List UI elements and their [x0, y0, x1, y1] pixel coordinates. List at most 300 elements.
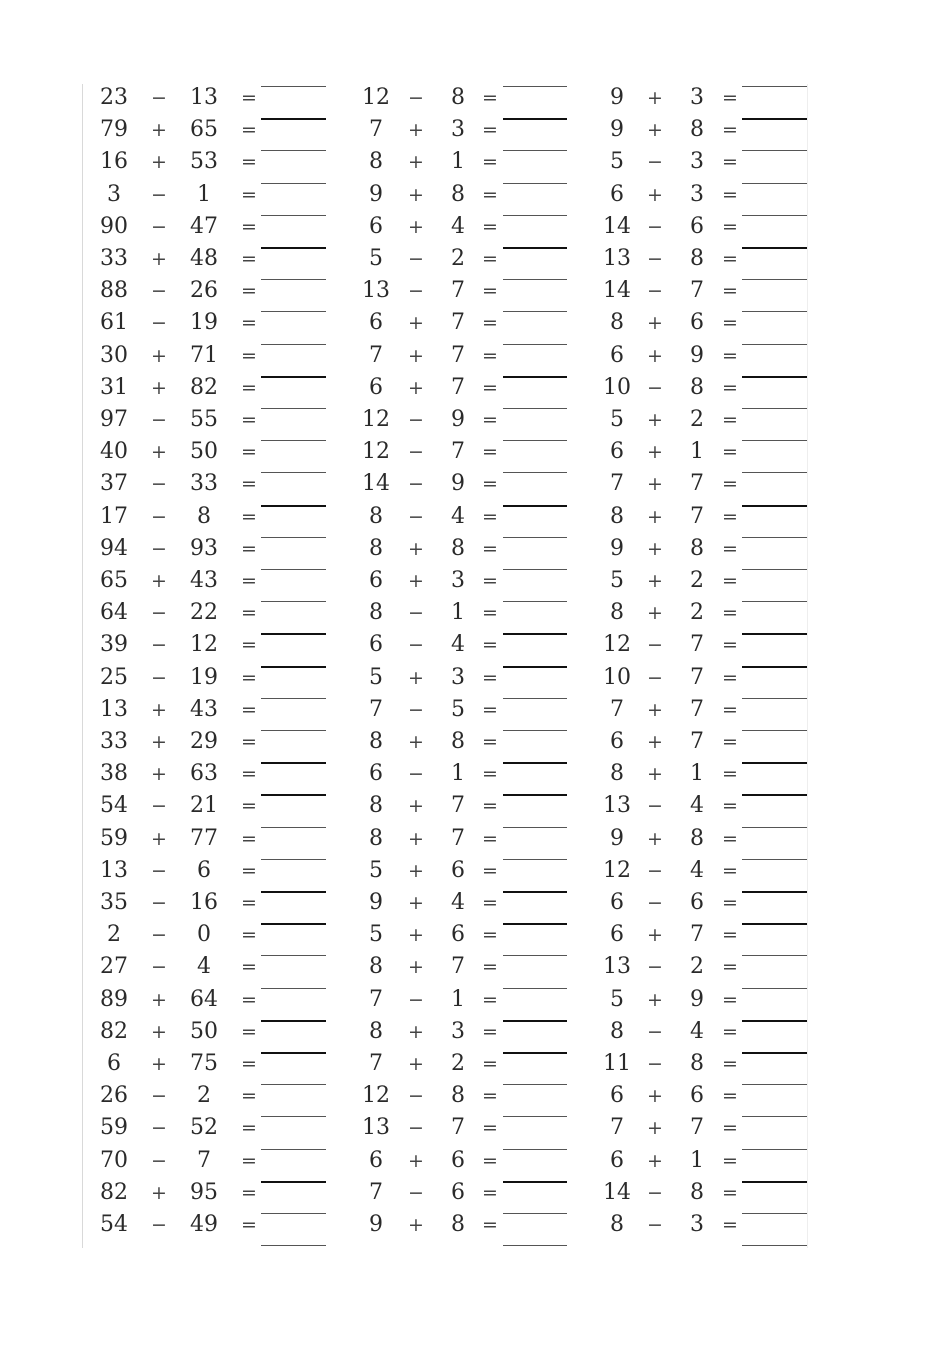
problem-row [82, 1050, 808, 1082]
answer-blank[interactable] [503, 1116, 567, 1117]
second-operand: 8 [690, 246, 704, 271]
equals-sign: = [241, 215, 257, 238]
first-operand: 27 [100, 954, 128, 980]
answer-blank[interactable] [742, 247, 807, 249]
answer-blank[interactable] [261, 215, 326, 216]
answer-blank[interactable] [742, 1020, 807, 1022]
operator: + [647, 988, 663, 1011]
operator: + [408, 924, 424, 947]
answer-blank[interactable] [503, 118, 567, 120]
answer-blank[interactable] [261, 923, 326, 925]
first-operand: 9 [369, 1212, 383, 1237]
first-operand: 82 [100, 1179, 128, 1205]
first-operand: 7 [369, 1051, 383, 1076]
equals-sign: = [241, 1020, 257, 1043]
equals-sign: = [722, 892, 738, 914]
second-operand: 43 [190, 696, 218, 722]
first-operand: 5 [369, 246, 383, 271]
second-operand: 8 [451, 1212, 465, 1237]
problem-row [82, 825, 808, 857]
operator: + [151, 570, 167, 592]
operator: + [151, 698, 167, 721]
first-operand: 8 [369, 793, 383, 819]
answer-blank[interactable] [742, 730, 807, 731]
operator: + [151, 151, 167, 174]
answer-blank[interactable] [742, 505, 807, 507]
equals-sign: = [482, 988, 498, 1011]
equals-sign: = [241, 505, 257, 528]
answer-blank[interactable] [503, 859, 567, 860]
answer-blank[interactable] [742, 1149, 807, 1150]
operator: + [408, 827, 424, 850]
answer-blank[interactable] [261, 344, 326, 345]
answer-blank[interactable] [503, 1020, 567, 1022]
second-operand: 4 [451, 503, 465, 529]
answer-blank[interactable] [503, 472, 567, 473]
second-operand: 7 [451, 793, 465, 819]
first-operand: 94 [100, 535, 128, 561]
second-operand: 50 [190, 439, 218, 465]
second-operand: 7 [451, 954, 465, 980]
equals-sign: = [241, 892, 257, 914]
equals-sign: = [482, 956, 498, 979]
operator: − [151, 634, 167, 657]
first-operand: 59 [100, 1115, 128, 1141]
answer-blank[interactable] [261, 1052, 326, 1054]
second-operand: 63 [190, 761, 218, 787]
answer-blank[interactable] [742, 1084, 807, 1085]
first-operand: 8 [369, 954, 383, 980]
answer-blank[interactable] [503, 440, 567, 441]
answer-blank[interactable] [503, 762, 567, 764]
first-operand: 33 [100, 729, 128, 754]
second-operand: 1 [451, 600, 465, 626]
first-operand: 14 [603, 1179, 631, 1205]
first-operand: 33 [100, 246, 128, 271]
operator: − [151, 892, 167, 914]
second-operand: 55 [190, 407, 218, 432]
first-operand: 26 [100, 1083, 128, 1109]
answer-blank[interactable] [742, 891, 807, 893]
answer-blank[interactable] [503, 1213, 567, 1214]
operator: − [647, 666, 663, 689]
operator: − [647, 151, 663, 174]
second-operand: 19 [190, 310, 218, 336]
first-operand: 6 [369, 632, 383, 658]
answer-blank[interactable] [261, 698, 326, 699]
answer-blank[interactable] [503, 408, 567, 409]
answer-blank[interactable] [742, 311, 807, 312]
second-operand: 7 [690, 503, 704, 529]
first-operand: 5 [610, 986, 624, 1012]
first-operand: 70 [100, 1147, 128, 1173]
operator: − [408, 473, 424, 496]
equals-sign: = [722, 698, 738, 721]
equals-sign: = [482, 795, 498, 818]
operator: − [151, 1117, 167, 1140]
operator: + [408, 1214, 424, 1236]
operator: + [408, 119, 424, 142]
answer-blank[interactable] [742, 537, 807, 538]
operator: − [408, 87, 424, 109]
first-operand: 13 [603, 246, 631, 271]
problem-row [82, 342, 808, 374]
second-operand: 3 [451, 568, 465, 593]
answer-blank[interactable] [503, 215, 567, 216]
answer-blank[interactable] [742, 1213, 807, 1214]
operator: − [151, 409, 167, 431]
first-operand: 6 [610, 729, 624, 754]
equals-sign: = [241, 1085, 257, 1108]
operator: + [151, 1053, 167, 1075]
operator: + [408, 892, 424, 914]
answer-blank[interactable] [503, 698, 567, 699]
problem-row [82, 1179, 808, 1211]
first-operand: 6 [369, 213, 383, 239]
answer-blank[interactable] [261, 827, 326, 828]
operator: + [408, 344, 424, 367]
answer-blank[interactable] [742, 794, 807, 796]
answer-blank[interactable] [503, 569, 567, 570]
answer-blank[interactable] [261, 1213, 326, 1214]
second-operand: 48 [190, 246, 218, 271]
answer-blank[interactable] [742, 762, 807, 764]
equals-sign: = [722, 215, 738, 238]
answer-blank[interactable] [503, 1181, 567, 1183]
second-operand: 1 [451, 986, 465, 1012]
equals-sign: = [482, 827, 498, 850]
first-operand: 8 [369, 729, 383, 754]
answer-blank[interactable] [261, 1020, 326, 1022]
second-operand: 52 [190, 1115, 218, 1141]
second-operand: 3 [690, 181, 704, 207]
operator: − [647, 795, 663, 818]
first-operand: 54 [100, 793, 128, 819]
second-operand: 6 [690, 213, 704, 239]
operator: − [151, 1085, 167, 1108]
first-operand: 89 [100, 986, 128, 1012]
problem-row [82, 245, 808, 277]
operator: + [408, 1149, 424, 1172]
answer-blank[interactable] [742, 1052, 807, 1054]
second-operand: 9 [690, 986, 704, 1012]
answer-blank[interactable] [261, 891, 326, 893]
first-operand: 5 [610, 149, 624, 175]
first-operand: 8 [369, 149, 383, 175]
answer-blank[interactable] [742, 601, 807, 602]
operator: − [647, 859, 663, 882]
answer-blank[interactable] [261, 955, 326, 956]
answer-blank[interactable] [503, 955, 567, 956]
answer-blank[interactable] [742, 698, 807, 699]
answer-blank[interactable] [261, 601, 326, 602]
answer-blank[interactable] [261, 472, 326, 473]
first-operand: 7 [369, 117, 383, 143]
problem-row [82, 148, 808, 180]
equals-sign: = [482, 924, 498, 947]
first-operand: 6 [610, 922, 624, 948]
second-operand: 7 [690, 729, 704, 754]
problem-row [82, 921, 808, 953]
answer-blank[interactable] [261, 794, 326, 796]
operator: + [647, 1117, 663, 1140]
answer-blank[interactable] [261, 569, 326, 570]
answer-blank[interactable] [742, 150, 807, 151]
answer-blank[interactable] [742, 827, 807, 828]
operator: + [647, 87, 663, 109]
answer-blank[interactable] [503, 344, 567, 345]
equals-sign: = [722, 924, 738, 947]
answer-blank[interactable] [261, 633, 326, 635]
answer-blank[interactable] [261, 408, 326, 409]
answer-blank[interactable] [261, 376, 326, 378]
equals-sign: = [241, 183, 257, 206]
answer-blank[interactable] [261, 86, 326, 87]
equals-sign: = [722, 409, 738, 431]
first-operand: 14 [362, 471, 390, 497]
second-operand: 77 [190, 825, 218, 851]
second-operand: 8 [690, 1179, 704, 1205]
second-operand: 47 [190, 213, 218, 239]
operator: − [647, 1181, 663, 1204]
first-operand: 9 [610, 535, 624, 561]
second-operand: 4 [690, 857, 704, 883]
first-operand: 10 [603, 374, 631, 400]
answer-blank[interactable] [742, 183, 807, 184]
equals-sign: = [722, 1117, 738, 1140]
second-operand: 7 [690, 664, 704, 690]
answer-blank[interactable] [503, 666, 567, 668]
answer-blank[interactable] [742, 1116, 807, 1117]
first-operand: 6 [369, 1147, 383, 1173]
operator: − [151, 602, 167, 625]
problem-row [82, 986, 808, 1018]
answer-blank[interactable] [742, 633, 807, 635]
second-operand: 7 [690, 1115, 704, 1141]
second-operand: 1 [690, 761, 704, 787]
first-operand: 88 [100, 278, 128, 304]
answer-blank[interactable] [261, 1245, 326, 1246]
equals-sign: = [722, 1085, 738, 1108]
answer-blank[interactable] [742, 569, 807, 570]
answer-blank[interactable] [503, 827, 567, 828]
equals-sign: = [241, 1181, 257, 1204]
answer-blank[interactable] [261, 762, 326, 764]
answer-blank[interactable] [742, 86, 807, 87]
equals-sign: = [722, 795, 738, 818]
first-operand: 9 [610, 825, 624, 851]
second-operand: 7 [690, 278, 704, 304]
second-operand: 3 [451, 117, 465, 143]
second-operand: 6 [451, 922, 465, 948]
answer-blank[interactable] [503, 794, 567, 796]
answer-blank[interactable] [261, 183, 326, 184]
answer-blank[interactable] [503, 923, 567, 925]
second-operand: 9 [690, 342, 704, 368]
first-operand: 8 [610, 600, 624, 626]
operator: + [647, 473, 663, 496]
equals-sign: = [722, 1053, 738, 1075]
answer-blank[interactable] [261, 1084, 326, 1085]
operator: + [408, 795, 424, 818]
answer-blank[interactable] [503, 1245, 567, 1246]
second-operand: 8 [690, 1051, 704, 1076]
answer-blank[interactable] [742, 666, 807, 668]
problem-row [82, 84, 808, 116]
operator: − [408, 602, 424, 625]
first-operand: 6 [369, 374, 383, 400]
operator: − [408, 248, 424, 270]
answer-blank[interactable] [503, 1149, 567, 1150]
answer-blank[interactable] [503, 86, 567, 87]
answer-blank[interactable] [742, 376, 807, 378]
second-operand: 53 [190, 149, 218, 175]
answer-blank[interactable] [503, 730, 567, 731]
operator: − [151, 1214, 167, 1236]
operator: + [151, 376, 167, 399]
equals-sign: = [241, 634, 257, 657]
second-operand: 33 [190, 471, 218, 497]
first-operand: 13 [100, 696, 128, 722]
operator: − [408, 988, 424, 1011]
second-operand: 22 [190, 600, 218, 626]
answer-blank[interactable] [742, 859, 807, 860]
second-operand: 6 [451, 857, 465, 883]
equals-sign: = [482, 1020, 498, 1043]
answer-blank[interactable] [742, 215, 807, 216]
problem-row [82, 309, 808, 341]
first-operand: 7 [610, 696, 624, 722]
equals-sign: = [722, 87, 738, 109]
equals-sign: = [722, 763, 738, 786]
answer-blank[interactable] [503, 537, 567, 538]
first-operand: 12 [362, 407, 390, 432]
second-operand: 1 [451, 761, 465, 787]
answer-blank[interactable] [503, 376, 567, 378]
problem-row [82, 1147, 808, 1179]
first-operand: 7 [369, 342, 383, 368]
answer-blank[interactable] [503, 1084, 567, 1085]
first-operand: 65 [100, 568, 128, 593]
answer-blank[interactable] [503, 279, 567, 280]
answer-blank[interactable] [261, 279, 326, 280]
second-operand: 82 [190, 374, 218, 400]
operator: − [151, 537, 167, 560]
second-operand: 7 [690, 922, 704, 948]
equals-sign: = [241, 473, 257, 496]
answer-blank[interactable] [742, 923, 807, 925]
equals-sign: = [241, 280, 257, 303]
second-operand: 2 [451, 1051, 465, 1076]
first-operand: 6 [369, 310, 383, 336]
first-operand: 38 [100, 761, 128, 787]
equals-sign: = [482, 1053, 498, 1075]
problem-row [82, 374, 808, 406]
answer-blank[interactable] [261, 1149, 326, 1150]
answer-blank[interactable] [261, 311, 326, 312]
first-operand: 5 [610, 407, 624, 432]
first-operand: 6 [107, 1051, 121, 1076]
answer-blank[interactable] [261, 118, 326, 120]
answer-blank[interactable] [742, 955, 807, 956]
answer-blank[interactable] [261, 150, 326, 151]
answer-blank[interactable] [261, 988, 326, 989]
answer-blank[interactable] [503, 150, 567, 151]
answer-blank[interactable] [503, 247, 567, 249]
second-operand: 3 [690, 1212, 704, 1237]
answer-blank[interactable] [503, 311, 567, 312]
equals-sign: = [722, 441, 738, 464]
operator: − [647, 892, 663, 914]
operator: − [151, 87, 167, 109]
answer-blank[interactable] [742, 1245, 807, 1246]
answer-blank[interactable] [261, 730, 326, 731]
answer-blank[interactable] [503, 505, 567, 507]
problem-row [82, 889, 808, 921]
equals-sign: = [482, 666, 498, 689]
answer-blank[interactable] [742, 440, 807, 441]
answer-blank[interactable] [503, 1052, 567, 1054]
answer-blank[interactable] [261, 440, 326, 441]
answer-blank[interactable] [503, 633, 567, 635]
second-operand: 8 [690, 535, 704, 561]
problem-row [82, 953, 808, 985]
first-operand: 9 [369, 181, 383, 207]
problem-row [82, 696, 808, 728]
operator: + [151, 763, 167, 786]
answer-blank[interactable] [503, 183, 567, 184]
answer-blank[interactable] [503, 988, 567, 989]
answer-blank[interactable] [503, 601, 567, 602]
equals-sign: = [722, 312, 738, 335]
answer-blank[interactable] [261, 1181, 326, 1183]
answer-blank[interactable] [742, 408, 807, 409]
answer-blank[interactable] [742, 344, 807, 345]
operator: − [408, 634, 424, 657]
answer-blank[interactable] [742, 118, 807, 120]
answer-blank[interactable] [742, 988, 807, 989]
operator: + [408, 537, 424, 560]
second-operand: 6 [197, 857, 211, 883]
answer-blank[interactable] [261, 1116, 326, 1117]
answer-blank[interactable] [261, 859, 326, 860]
second-operand: 8 [197, 503, 211, 529]
equals-sign: = [241, 312, 257, 335]
equals-sign: = [722, 119, 738, 142]
first-operand: 25 [100, 664, 128, 690]
operator: + [408, 570, 424, 592]
answer-blank[interactable] [742, 279, 807, 280]
operator: + [647, 698, 663, 721]
answer-blank[interactable] [742, 472, 807, 473]
operator: + [408, 215, 424, 238]
operator: + [647, 183, 663, 206]
equals-sign: = [482, 248, 498, 270]
answer-blank[interactable] [261, 247, 326, 249]
problem-row [82, 406, 808, 438]
answer-blank[interactable] [742, 1181, 807, 1183]
equals-sign: = [241, 988, 257, 1011]
operator: + [647, 731, 663, 753]
answer-blank[interactable] [503, 891, 567, 893]
operator: − [408, 441, 424, 464]
equals-sign: = [241, 151, 257, 174]
answer-blank[interactable] [261, 666, 326, 668]
answer-blank[interactable] [261, 537, 326, 538]
problem-row [82, 213, 808, 245]
first-operand: 35 [100, 890, 128, 915]
answer-blank[interactable] [261, 505, 326, 507]
